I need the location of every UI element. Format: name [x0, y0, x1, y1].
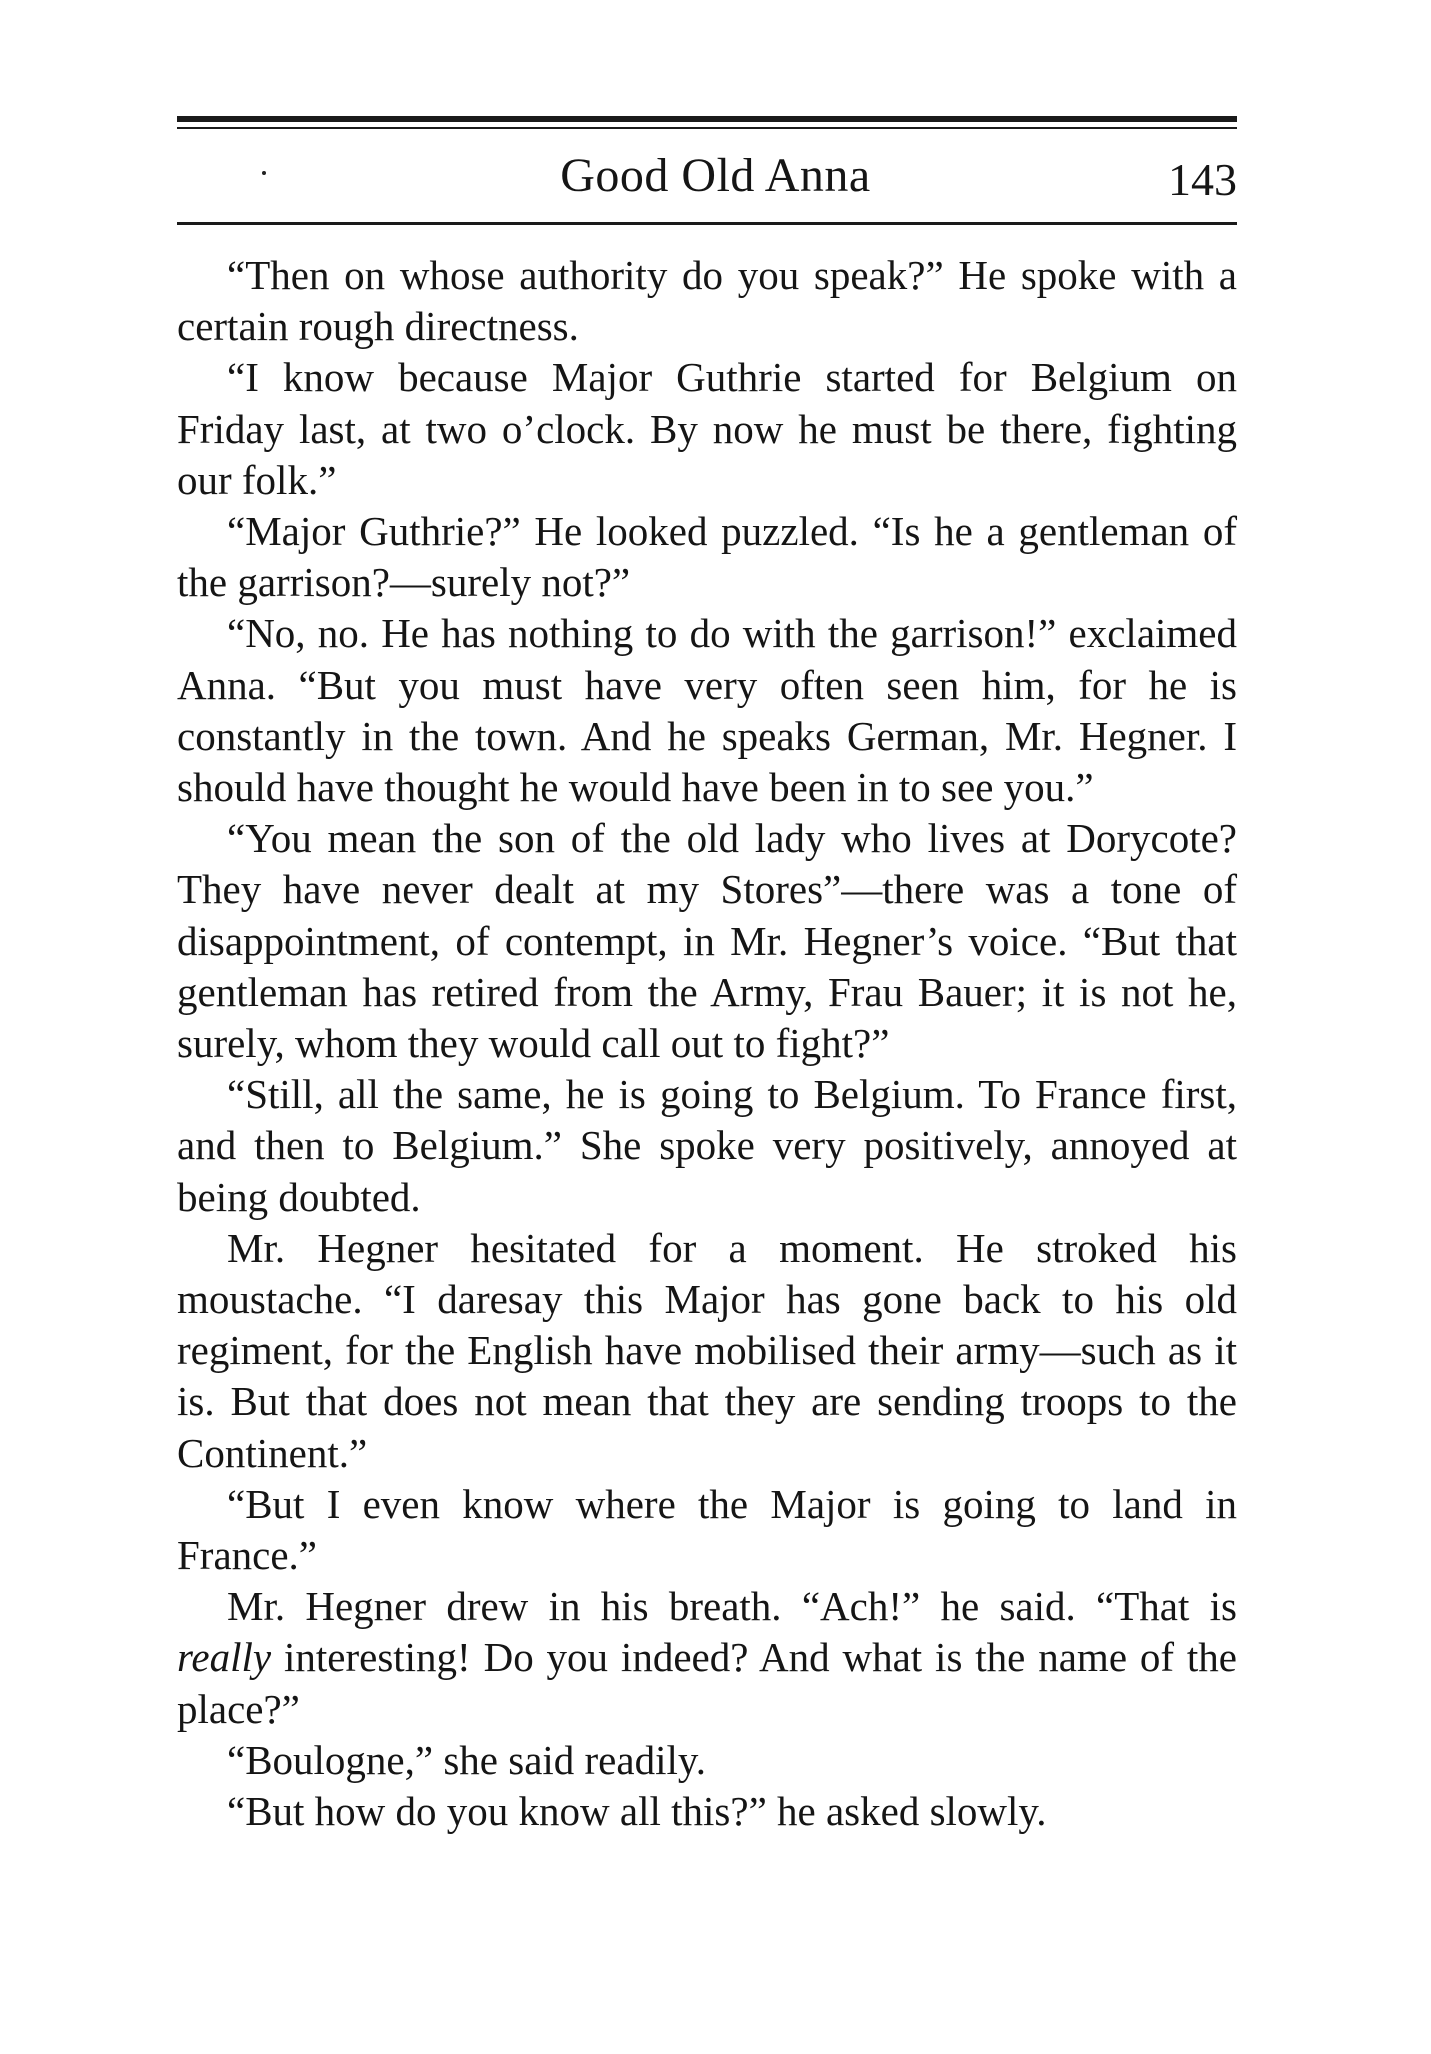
header-rule-bottom [177, 222, 1237, 225]
paragraph: “Boulogne,” she said readily. [227, 1736, 706, 1783]
paragraph: “But how do you know all this?” he asked slowly. [227, 1788, 1047, 1835]
header-rule-thin [177, 127, 1237, 129]
paragraph: “Major Guthrie?” He looked puzzled. “Is he a gentleman of the garrison?—surely not?” [177, 508, 1237, 606]
paragraph: “No, no. He has nothing to do with the garrison!” exclaimed Anna. “But you must have very often seen him, for he is constantly in the town. And he speaks German, Mr. Hegner. I should have thought he would have been in to see you.” [177, 610, 1237, 811]
running-title: Good Old Anna [560, 149, 871, 202]
paragraph-text: interesting! Do you indeed? And what is the name of the place?” [177, 1634, 1237, 1732]
paragraph [177, 1581, 1237, 1735]
header-rule-thick [177, 116, 1237, 122]
emphasis: really [177, 1634, 272, 1681]
paragraph-text: Mr. Hegner drew in his breath. “Ach!” he said. “That is [227, 1583, 1237, 1630]
paragraph: “But I even know where the Major is going to land in France.” [177, 1480, 1237, 1579]
paragraph: “You mean the son of the old lady who lives at Dorycote? They have never dealt at my Stores”—there was a tone of disappointment, of contempt, in Mr. Hegner’s voice. “But that gentleman has retired from the Army, Frau Bauer; it is not he, surely, whom they would call out to fight?” [177, 815, 1237, 1067]
paragraph: “Then on whose authority do you speak?” He spoke with a certain rough directness. [177, 252, 1237, 350]
page-number: 143 [1168, 154, 1237, 205]
paragraph: “Still, all the same, he is going to Belgium. To France first, and then to Belgium.” She spoke very positively, annoyed at being doubted. [177, 1071, 1237, 1220]
body-text [177, 250, 1237, 1837]
paragraph: Mr. Hegner hesitated for a moment. He stroked his moustache. “I daresay this Major has gone back to his old regiment, for the English have mobilised their army—such as it is. But that does not mean that they are sending troops to the Continent.” [177, 1224, 1237, 1476]
paragraph: “I know because Major Guthrie started for Belgium on Friday last, at two o’clock. By now he must be there, fighting our folk.” [177, 354, 1237, 503]
